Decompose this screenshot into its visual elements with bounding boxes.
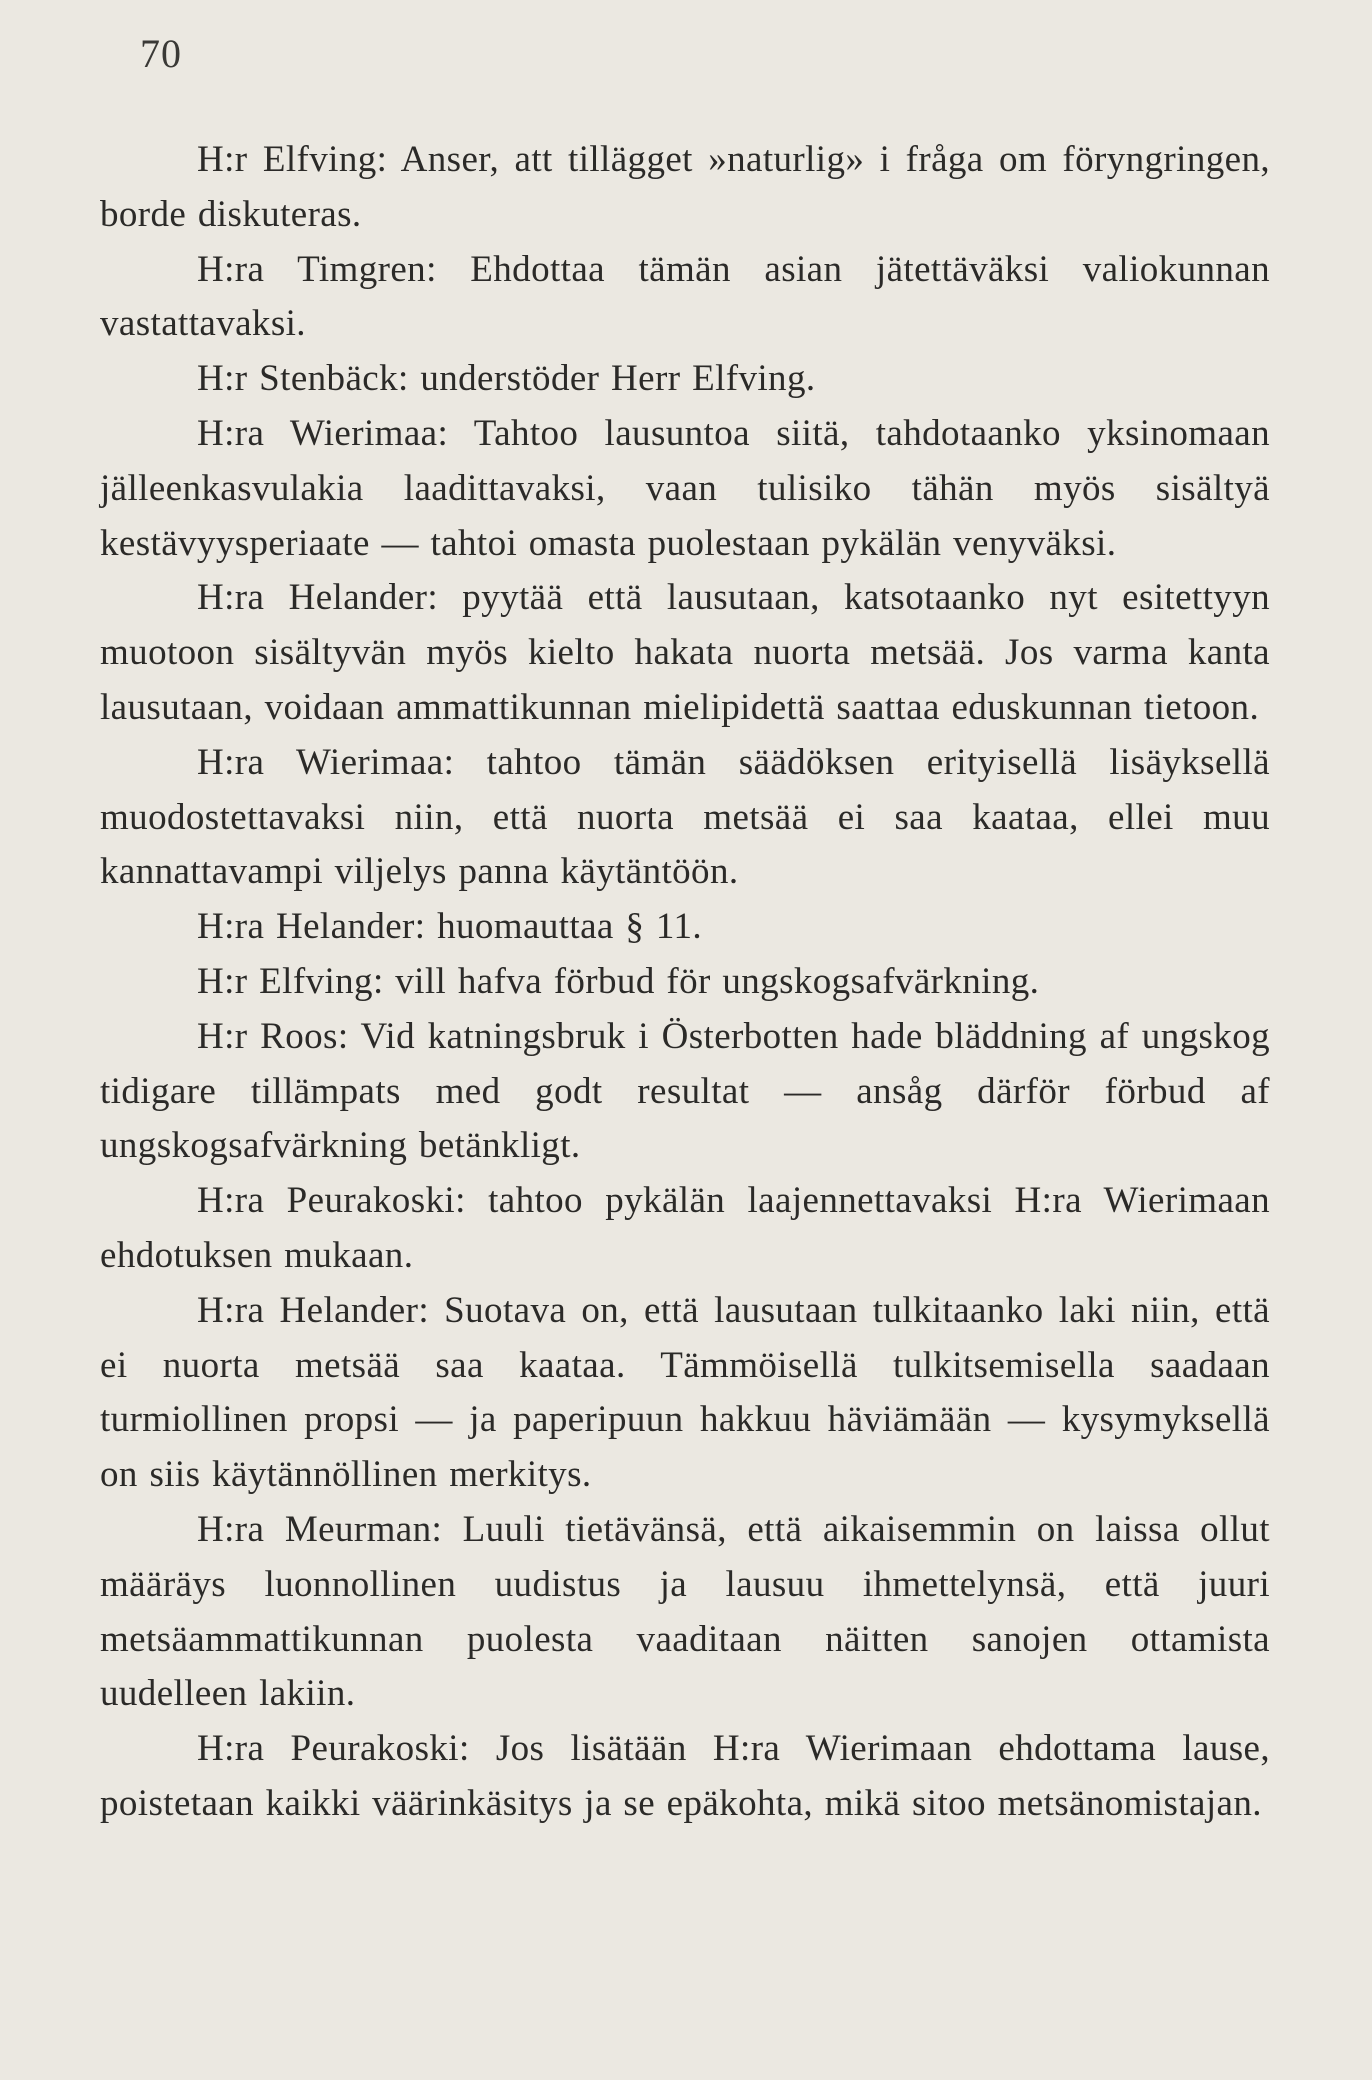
- paragraph: H:ra Wierimaa: Tahtoo lausuntoa siitä, tahdotaanko yksinomaan jälleenkasvulakia laadittavaksi, vaan tulisiko tähän myös sisältyä kestävyysperiaate — tahtoi omasta puolestaan pykälän venyväksi.: [100, 412, 1270, 564]
- paragraph: H:ra Helander: pyytää että lausutaan, katsotaanko nyt esitettyyn muotoon sisältyvän myös kielto hakata nuorta metsää. Jos varma kanta lausutaan, voidaan ammattikunnan mielipidettä saattaa eduskunnan tietoon.: [100, 577, 1270, 728]
- paragraph: H:r Elfving: vill hafva förbud för ungskogsafvärkning.: [197, 960, 1040, 1002]
- paragraph: H:ra Peurakoski: Jos lisätään H:ra Wierimaan ehdottama lause, poistetaan kaikki väärinkäsitys ja se epäkohta, mikä sitoo metsänomistajan.: [100, 1728, 1270, 1824]
- paragraph: H:ra Helander: Suotava on, että lausutaan tulkitaanko laki niin, että ei nuorta metsää saa kaataa. Tämmöisellä tulkitsemisella saadaan turmiollinen propsi — ja paperipuun hakkuu häviämään — kysymyksellä on siis käytännöllinen merkitys.: [100, 1289, 1270, 1496]
- paragraph: H:r Stenbäck: understöder Herr Elfving.: [197, 358, 816, 400]
- paragraph: H:r Roos: Vid katningsbruk i Österbotten hade bläddning af ungskog tidigare tillämpats med godt resultat — ansåg därför förbud af ungskogsafvärkning betänkligt.: [100, 1015, 1270, 1167]
- paragraph: H:ra Timgren: Ehdottaa tämän asian jätettäväksi valiokunnan vastattavaksi.: [100, 248, 1270, 345]
- paragraph: H:r Elfving: Anser, att tillägget »naturlig» i fråga om föryngringen, borde diskuteras.: [100, 139, 1270, 235]
- paragraph: H:ra Peurakoski: tahtoo pykälän laajennettavaksi H:ra Wierimaan ehdotuksen mukaan.: [100, 1180, 1270, 1276]
- page-number: 70: [140, 31, 182, 76]
- paragraph: H:ra Helander: huomauttaa § 11.: [197, 906, 702, 948]
- paragraph: H:ra Wierimaa: tahtoo tämän säädöksen erityisellä lisäyksellä muodostettavaksi niin, että nuorta metsää ei saa kaataa, ellei muu kannattavampi viljelys panna käytäntöön.: [100, 741, 1270, 893]
- body-text: [100, 133, 1270, 1832]
- paragraph: H:ra Meurman: Luuli tietävänsä, että aikaisemmin on laissa ollut määräys luonnollinen uudistus ja lausuu ihmettelynsä, että juuri metsäammattikunnan puolesta vaaditaan näitten sanojen ottamista uudelleen lakiin.: [100, 1508, 1270, 1715]
